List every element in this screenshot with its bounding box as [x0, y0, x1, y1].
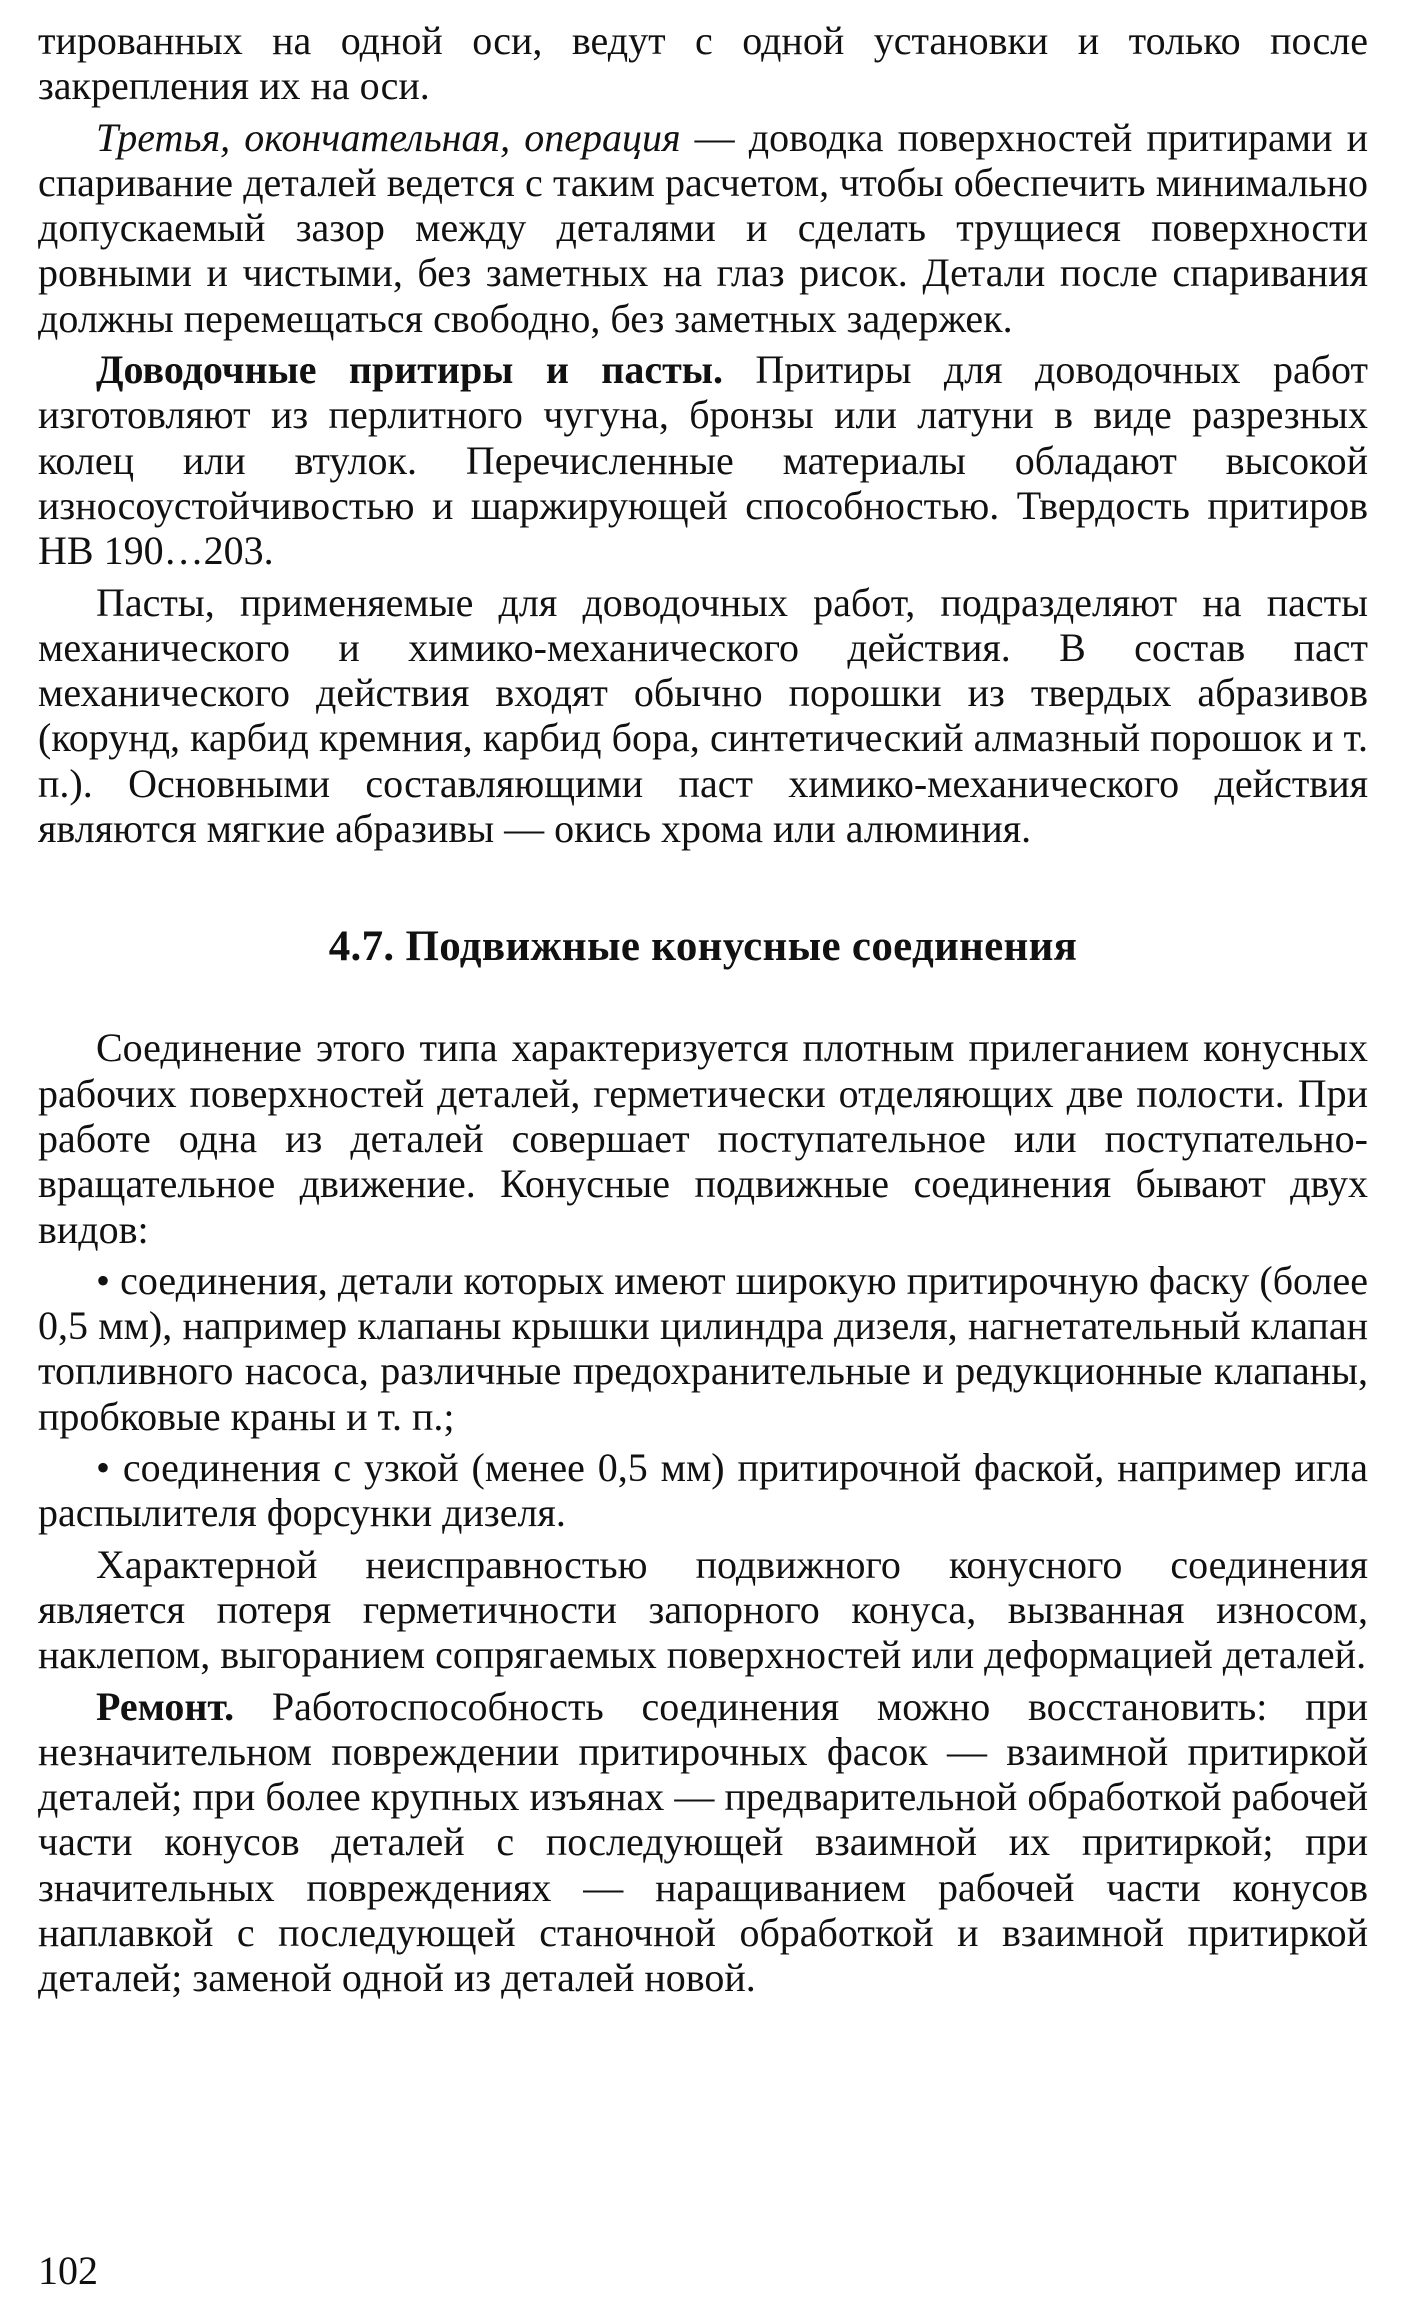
- paragraph-third-operation: [38, 115, 1368, 341]
- page-number: 102: [38, 2248, 98, 2293]
- document-page: [38, 18, 1368, 2001]
- bullet-item-wide-chamfer: • соединения, детали которых имеют широкую притирочную фаску (более 0,5 мм), например клапаны крышки цилиндра дизеля, нагнетательный клапан топливного насоса, различные предохранительные и редукционные клапаны, пробковые краны и т. п.;: [38, 1257, 1368, 1439]
- paragraph-repair: [38, 1684, 1368, 2001]
- bold-lead-lapping-tools: Доводочные притиры и пасты.: [96, 347, 723, 393]
- paragraph-text: — доводка поверхностей притирами и спаривание деталей ведется с таким расчетом, чтобы обеспечить минимально допускаемый зазор между деталями и сделать трущиеся поверхности ровными и чистыми, без заметных на глаз рисок. Детали после спаривания должны перемещаться свободно, без заметных задержек.: [38, 114, 1368, 341]
- italic-lead-third-operation: Третья, окончательная, операция: [96, 114, 681, 160]
- paragraph-connection-description: Соединение этого типа характеризуется плотным прилеганием конусных рабочих поверхностей деталей, герметически отделяющих две полости. При работе одна из деталей совершает поступательное или поступательно-вращательное движение. Конусные подвижные соединения бывают двух видов:: [38, 1025, 1368, 1252]
- bold-lead-repair: Ремонт.: [96, 1683, 235, 1729]
- section-heading: 4.7. Подвижные конусные соединения: [328, 923, 1078, 971]
- paragraph-text: Притиры для доводочных работ изготовляют из перлитного чугуна, бронзы или латуни в виде разрезных колец или втулок. Перечисленные материалы обладают высокой износоустойчивостью и шаржирующей способностью. Твердость притиров НВ 190…203.: [38, 347, 1368, 574]
- paragraph-lapping-tools: [38, 347, 1368, 573]
- paragraph-malfunction: Характерной неисправностью подвижного конусного соединения является потеря герметичности запорного конуса, вызванная износом, наклепом, выгоранием сопрягаемых поверхностей или деформацией деталей.: [38, 1541, 1368, 1678]
- paragraph-pastes: Пасты, применяемые для доводочных работ, подразделяют на пасты механического и химико-механического действия. В состав паст механического действия входят обычно порошки из твердых абразивов (корунд, карбид кремния, карбид бора, синтетический алмазный порошок и т. п.). Основными составляющими паст химико-механического действия являются мягкие абразивы — окись хрома или алюминия.: [38, 579, 1368, 852]
- paragraph-text: Работоспособность соединения можно восстановить: при незначительном повреждении притирочных фасок — взаимной притиркой деталей; при более крупных изъянах — предварительной обработкой рабочей части конусов деталей с последующей взаимной их притиркой; при значительных повреждениях — наращиванием рабочей части конусов наплавкой с последующей станочной обработкой и взаимной притиркой деталей; заменой одной из деталей новой.: [38, 1683, 1368, 2001]
- paragraph-continuation: тированных на одной оси, ведут с одной установки и только после закрепления их на оси.: [38, 18, 1368, 109]
- bullet-item-narrow-chamfer: • соединения с узкой (менее 0,5 мм) притирочной фаской, например игла распылителя форсунки дизеля.: [38, 1445, 1368, 1536]
